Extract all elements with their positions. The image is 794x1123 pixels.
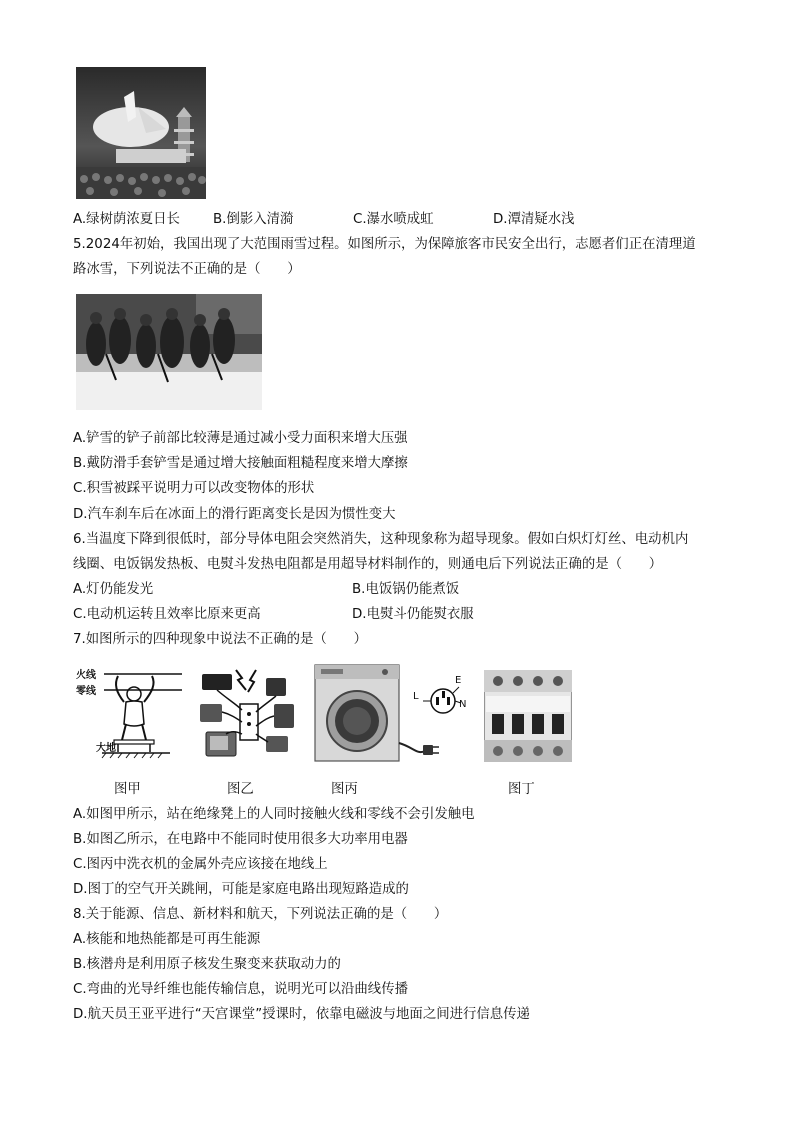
label-fire-line: 火线 <box>76 670 96 681</box>
scene-photo-snow-clearing <box>76 294 262 410</box>
q8-option-a: A.核能和地热能都是可再生能源 <box>73 932 261 947</box>
label-plug-e: E <box>455 675 462 686</box>
q4-option-d: D.潭清疑水浅 <box>493 212 575 227</box>
q4-option-c: C.瀑水喷成虹 <box>353 212 434 227</box>
q8-stem: 8.关于能源、信息、新材料和航天，下列说法正确的是（ ） <box>73 907 448 922</box>
label-plug-n: N <box>459 699 467 710</box>
q5-stem-line1: 5.2024年初始，我国出现了大范围雨雪过程。如图所示，为保障旅客市民安全出行，志愿者们正在清理道 <box>73 237 696 252</box>
q8-option-c: C.弯曲的光导纤维也能传输信息，说明光可以沿曲线传播 <box>73 982 408 997</box>
caption-ding: 图丁 <box>508 782 535 797</box>
q4-option-b: B.倒影入清漪 <box>213 212 294 227</box>
q5-option-c: C.积雪被踩平说明力可以改变物体的形状 <box>73 481 315 496</box>
label-zero-line: 零线 <box>76 686 96 697</box>
q8-option-d: D.航天员王亚平进行“天宫课堂”授课时，依靠电磁波与地面之间进行信息传递 <box>73 1007 530 1022</box>
q5-option-a: A.铲雪的铲子前部比较薄是通过减小受力面积来增大压强 <box>73 431 408 446</box>
caption-bing: 图丙 <box>331 782 358 797</box>
q7-stem: 7.如图所示的四种现象中说法不正确的是（ ） <box>73 632 367 647</box>
q6-option-c: C.电动机运转且效率比原来更高 <box>73 607 261 622</box>
q6-option-a: A.灯仍能发光 <box>73 582 154 597</box>
figure-ding-circuit-breaker <box>484 670 572 762</box>
q5-stem-line2: 路冰雪，下列说法不正确的是（ ） <box>73 262 301 277</box>
q6-option-b: B.电饭锅仍能煮饭 <box>352 582 460 597</box>
q5-option-b: B.戴防滑手套铲雪是通过增大接触面粗糙程度来增大摩擦 <box>73 456 408 471</box>
q4-option-a: A.绿树荫浓夏日长 <box>73 212 180 227</box>
q8-option-b: B.核潜舟是利用原子核发生聚变来获取动力的 <box>73 957 341 972</box>
figure-yi-appliances <box>196 664 300 762</box>
q7-option-a: A.如图甲所示，站在绝缘凳上的人同时接触火线和零线不会引发触电 <box>73 807 475 822</box>
q5-option-d: D.汽车刹车后在冰面上的滑行距离变长是因为惯性变大 <box>73 507 396 522</box>
q6-stem-line1: 6.当温度下降到很低时，部分导体电阻会突然消失，这种现象称为超导现象。假如白炽灯灯丝、电动机内 <box>73 532 689 547</box>
q6-option-d: D.电熨斗仍能熨衣服 <box>352 607 474 622</box>
scene-photo-pagoda <box>76 67 206 199</box>
q7-option-d: D.图丁的空气开关跳闸，可能是家庭电路出现短路造成的 <box>73 882 409 897</box>
label-ground: 大地 <box>96 743 116 754</box>
q7-option-c: C.图丙中洗衣机的金属外壳应该接在地线上 <box>73 857 328 872</box>
caption-jia: 图甲 <box>114 782 141 797</box>
figure-bing-washing-machine <box>313 663 475 763</box>
label-plug-l: L <box>413 691 419 702</box>
q6-stem-line2: 线圈、电饭锅发热板、电熨斗发热电阻都是用超导材料制作的，则通电后下列说法正确的是（ ） <box>73 557 663 572</box>
caption-yi: 图乙 <box>227 782 254 797</box>
q7-option-b: B.如图乙所示，在电路中不能同时使用很多大功率用电器 <box>73 832 408 847</box>
figure-jia-wires <box>74 662 182 764</box>
